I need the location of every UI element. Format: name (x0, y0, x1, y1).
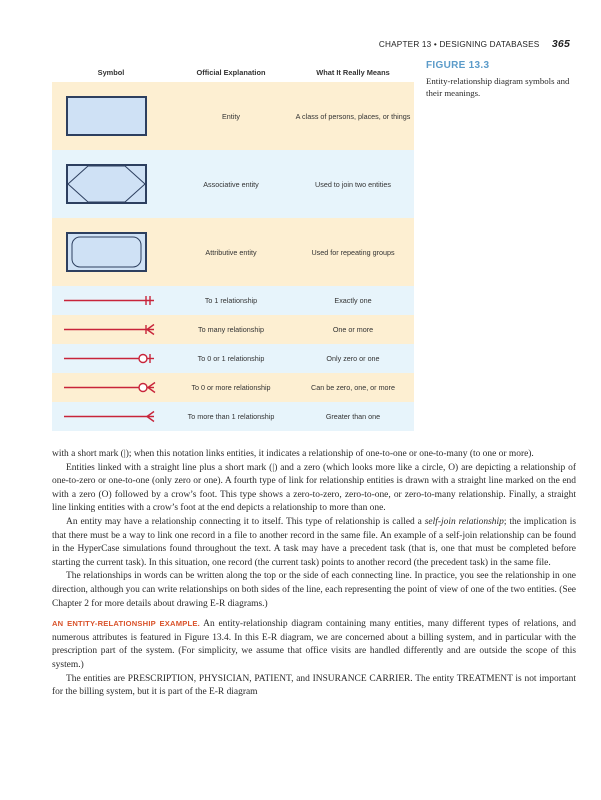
symbol-cell (52, 402, 170, 431)
official-explanation: Attributive entity (205, 247, 257, 257)
body-paragraph: The relationships in words can be written along the top or the side of each connecting line. In practice, you see the relationship in one direction, although you can write relationships on both sides of the line, each representing the point of view of one of the two entities. (See Chapter 2 for more details about drawing E-R diagrams.) (52, 571, 576, 609)
symbol-cell (52, 373, 170, 402)
er-symbols-figure (52, 62, 414, 431)
chapter-title: CHAPTER 13 • DESIGNING DATABASES (378, 40, 540, 49)
real-meaning: Only zero or one (326, 354, 380, 363)
symbol-cell (52, 218, 170, 286)
body-text-span: An entity may have a relationship connecting it to itself. This type of relationship is called a (66, 516, 425, 527)
symbol-cell (52, 315, 170, 344)
body-paragraph: The entities are PRESCRIPTION, PHYSICIAN, PATIENT, and INSURANCE CARRIER. The entity TREATMENT is not important for the billing system, but it is part of the E-R diagram (52, 673, 576, 698)
figure-row-associative (52, 150, 414, 218)
real-meaning: One or more (332, 325, 374, 334)
more-than-one-line-icon (52, 402, 170, 431)
figure-row-to-one (52, 286, 414, 315)
official-explanation: Associative entity (203, 179, 259, 189)
figure-row-entity (52, 82, 414, 150)
one-to-one-line-icon (52, 286, 170, 315)
real-meaning: Used for repeating groups (311, 247, 395, 257)
figure-header-row (52, 62, 414, 82)
official-explanation: To 0 or more relationship (191, 383, 271, 392)
figure-row-zero-or-more (52, 373, 414, 402)
symbol-cell (52, 286, 170, 315)
symbol-cell (52, 82, 170, 150)
figure-row-attributive (52, 218, 414, 286)
header-symbol: Symbol (97, 67, 125, 77)
official-explanation: To many relationship (198, 325, 264, 334)
official-explanation: To more than 1 relationship (187, 412, 275, 421)
figure-label: FIGURE 13.3 (426, 60, 490, 71)
figure-caption-text: Entity-relationship diagram symbols and their meanings. (426, 76, 570, 98)
entity-symbol-icon (52, 82, 170, 150)
body-paragraph-example (52, 617, 576, 672)
running-head (330, 38, 570, 50)
figure-row-zero-or-one (52, 344, 414, 373)
real-meaning: Greater than one (325, 412, 381, 421)
real-meaning: Used to join two entities (315, 179, 391, 189)
figure-row-to-many (52, 315, 414, 344)
body-paragraph-self-join (52, 516, 576, 570)
body-paragraph: Entities linked with a straight line plus a short mark (|) and a zero (which looks more like a circle, O) are depicting a relationship of one-to-zero or one-to-one (only zero or one). A fourth type of link for relationship entities is drawn with a straight line marked on the end with a zero (O) followed by a crow’s foot. This type shows a zero-to-zero, zero-to-one, or zero-to-many relationship. Finally, a straight line linking entities with a crow’s foot at the end depicts a relationship to more than one. (52, 462, 576, 514)
zero-or-more-line-icon (52, 373, 170, 402)
run-in-heading: AN ENTITY-RELATIONSHIP EXAMPLE. (52, 619, 200, 629)
zero-or-one-line-icon (52, 344, 170, 373)
symbol-cell (52, 344, 170, 373)
official-explanation: Entity (222, 111, 240, 121)
associative-entity-symbol-icon (52, 150, 170, 218)
official-explanation: To 1 relationship (204, 296, 258, 305)
page-number: 365 (551, 38, 570, 50)
body-paragraph: with a short mark (|); when this notation links entities, it indicates a relationship of one-to-one or one-to-many (to one or more). (52, 449, 534, 459)
real-meaning: Can be zero, one, or more (311, 383, 395, 392)
symbol-cell (52, 150, 170, 218)
body-text (52, 448, 576, 700)
body-text-span: An entity-relationship diagram containing many entities, many different types of relations, and numerous attributes is featured in Figure 13.4. In this E-R diagram, we are concerned about a billing system, and in particular with the prescription part of the system. (For simplicity, we assume that office visits are handled differently and are outside the scope of this system.) (52, 619, 576, 670)
real-meaning: Exactly one (334, 296, 372, 305)
header-official: Official Explanation (196, 67, 266, 77)
header-meaning: What It Really Means (316, 67, 390, 77)
real-meaning: A class of persons, places, or things (295, 111, 411, 121)
term-self-join: self-join relationship (424, 516, 504, 527)
figure-row-more-than-one (52, 402, 414, 431)
to-many-line-icon (52, 315, 170, 344)
official-explanation: To 0 or 1 relationship (197, 354, 265, 363)
body-text-span: ; the implication is that there must be a way to link one record in a file to another record in the same file. An example of a self-join relationship can be found in the HyperCase simulations found throughout the text. A task may have a precedent task (that is, one that must be completed before starting the current task). In this situation, one record (the current task) points to another record (the precedent task) in the same file. (52, 516, 576, 568)
figure-caption (426, 60, 576, 99)
attributive-entity-symbol-icon (52, 218, 170, 286)
